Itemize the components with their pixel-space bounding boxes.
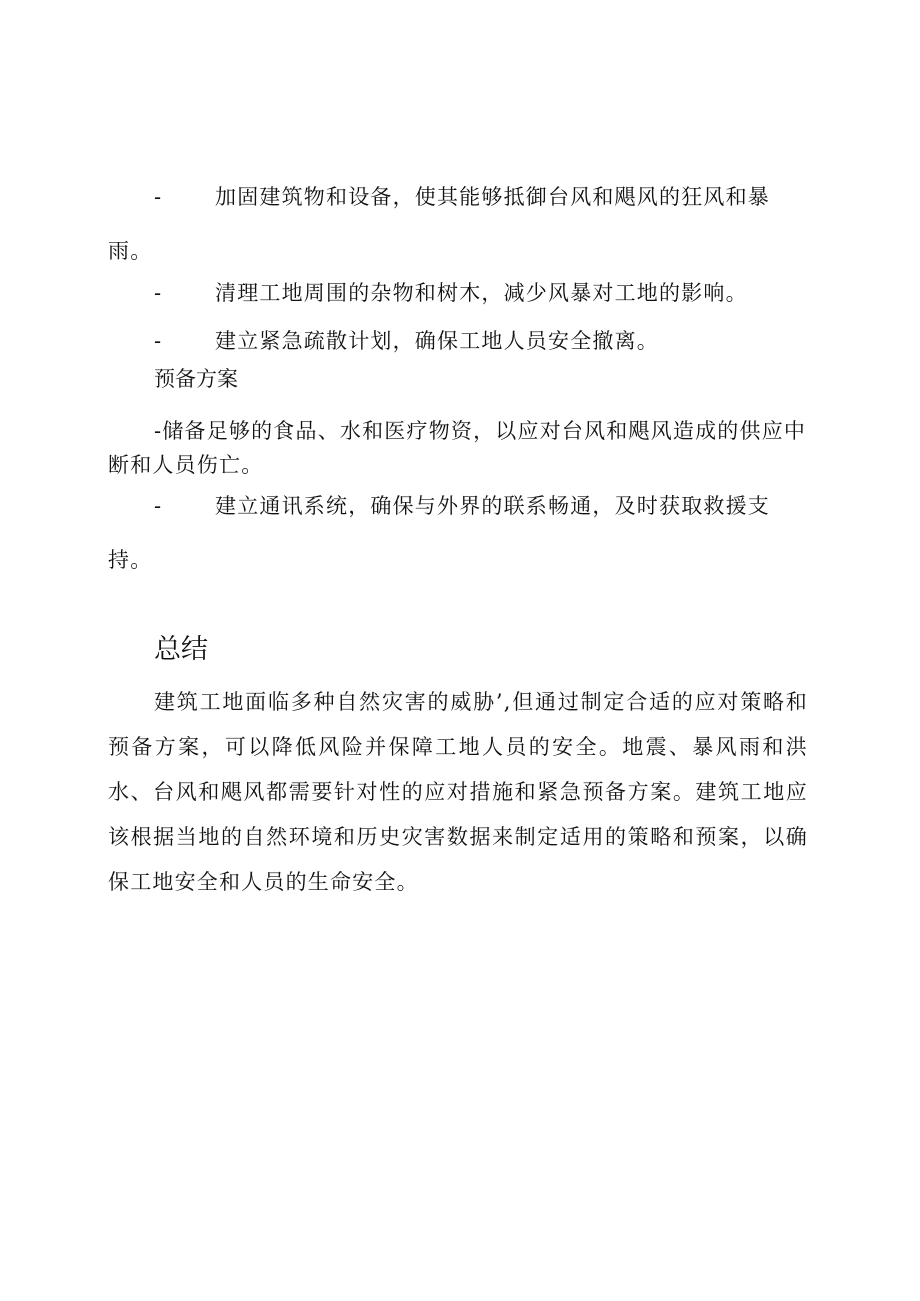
measure-item-2 [108, 266, 808, 320]
preparation-item-1 [108, 414, 808, 482]
measure-item-1 [108, 170, 808, 278]
summary-paragraph: 建筑工地面临多种自然灾害的威胁’,但通过制定合适的应对策略和预备方案，可以降低风险并保障工地人员的安全。地震、暴风雨和洪水、台风和飓风都需要针对性的应对措施和紧急预备方案。建筑工地应该根据当地的自然环境和历史灾害数据来制定适用的策略和预案，以确保工地安全和人员的生命安全。 [108, 690, 808, 894]
summary-heading: 总结 [154, 634, 208, 665]
preparation-item-text: -储备足够的食品、水和医疗物资，以应对台风和飓风造成的供应中断和人员伤亡。 [108, 419, 807, 477]
measure-item-text: 建立紧急疏散计划，确保工地人员安全撤离。 [215, 329, 659, 353]
bullet-dash: - [154, 185, 163, 209]
bullet-dash: - [154, 494, 163, 518]
measure-item-text: 清理工地周围的杂物和树木，减少风暴对工地的影响。 [215, 281, 748, 305]
preparation-item-2 [108, 479, 808, 587]
bullet-dash: - [154, 281, 163, 305]
measure-item-3 [108, 314, 808, 368]
measure-item-text: 加固建筑物和设备，使其能够抵御台风和飓风的狂风和暴雨。 [108, 185, 770, 263]
preparation-item-text: 建立通讯系统，确保与外界的联系畅通，及时获取救援支持。 [108, 494, 770, 572]
preparation-heading: 预备方案 [154, 367, 238, 391]
bullet-dash: - [154, 329, 163, 353]
